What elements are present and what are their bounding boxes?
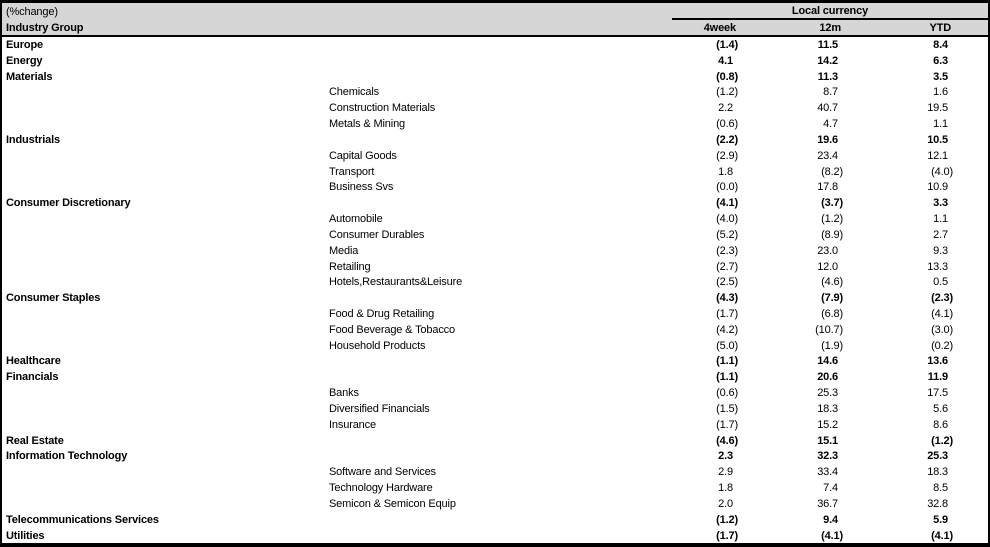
value-12m: 25.3: [817, 387, 838, 400]
industry-label: Information Technology: [6, 450, 128, 463]
value-ytd: 9.3: [933, 244, 948, 257]
table-row: [2, 290, 988, 306]
value-12m: 32.3: [817, 450, 838, 463]
industry-label: Energy: [6, 54, 43, 67]
value-4week: (1.1): [716, 371, 738, 384]
value-12m: 17.8: [817, 181, 838, 194]
industry-label: Food & Drug Retailing: [329, 307, 435, 320]
value-4week: (1.2): [716, 513, 738, 526]
value-ytd: 3.5: [933, 70, 948, 83]
value-ytd: (1.2): [931, 434, 953, 447]
industry-label: Telecommunications Services: [6, 513, 159, 526]
industry-label: Food Beverage & Tobacco: [329, 323, 455, 336]
value-ytd: 13.3: [927, 260, 948, 273]
value-4week: (0.6): [716, 118, 738, 131]
value-4week: (2.9): [716, 149, 738, 162]
value-4week: (1.7): [716, 307, 738, 320]
value-12m: (6.8): [821, 307, 843, 320]
table-row: [2, 464, 988, 480]
value-ytd: 10.9: [927, 181, 948, 194]
industry-label: Capital Goods: [329, 149, 397, 162]
value-12m: 9.4: [823, 513, 838, 526]
industry-label: Household Products: [329, 339, 426, 352]
value-12m: 20.6: [817, 371, 838, 384]
value-ytd: 1.1: [933, 118, 948, 131]
value-12m: 11.3: [817, 70, 838, 83]
value-12m: 36.7: [817, 497, 838, 510]
industry-label: Semicon & Semicon Equip: [329, 497, 456, 510]
value-4week: (1.4): [716, 38, 738, 51]
value-12m: 12.0: [817, 260, 838, 273]
value-4week: (1.7): [716, 529, 738, 542]
table-row: [2, 322, 988, 338]
value-4week: 2.3: [718, 450, 733, 463]
value-ytd: 5.9: [933, 513, 948, 526]
table-row: [2, 306, 988, 322]
industry-label: Construction Materials: [329, 102, 436, 115]
industry-label: Real Estate: [6, 434, 64, 447]
value-ytd: (4.1): [931, 529, 953, 542]
industry-label: Europe: [6, 38, 43, 51]
value-ytd: 8.6: [933, 418, 948, 431]
table-row: [2, 179, 988, 195]
table-row: [2, 259, 988, 275]
industry-label: Industrials: [6, 133, 60, 146]
value-4week: (2.3): [716, 244, 738, 257]
value-4week: (1.7): [716, 418, 738, 431]
industry-label: Consumer Discretionary: [6, 197, 131, 210]
table-row: [2, 528, 988, 544]
value-ytd: (0.2): [931, 339, 953, 352]
value-ytd: 11.9: [927, 371, 948, 384]
column-header-ytd: YTD: [929, 21, 951, 34]
table-row: [2, 116, 988, 132]
industry-group-column-header: Industry Group: [6, 21, 84, 34]
table-row: [2, 84, 988, 100]
value-4week: 1.8: [718, 482, 733, 495]
value-12m: (4.6): [821, 276, 843, 289]
value-ytd: 10.5: [927, 133, 948, 146]
industry-label: Consumer Staples: [6, 292, 101, 305]
table-row: [2, 227, 988, 243]
value-ytd: (4.1): [931, 307, 953, 320]
industry-label: Banks: [329, 387, 359, 400]
value-4week: (2.5): [716, 276, 738, 289]
table-row: [2, 53, 988, 69]
value-4week: (1.1): [716, 355, 738, 368]
value-ytd: 1.1: [933, 213, 948, 226]
value-4week: (0.0): [716, 181, 738, 194]
table-body: [2, 35, 988, 544]
value-12m: (8.2): [821, 165, 843, 178]
value-12m: 7.4: [823, 482, 838, 495]
table-header-row-2: [2, 20, 988, 35]
table-row: [2, 401, 988, 417]
value-12m: 33.4: [817, 466, 838, 479]
value-12m: 4.7: [823, 118, 838, 131]
value-4week: (4.6): [716, 434, 738, 447]
value-4week: 1.8: [718, 165, 733, 178]
industry-label: Technology Hardware: [329, 482, 433, 495]
value-ytd: 13.6: [927, 355, 948, 368]
value-4week: (4.3): [716, 292, 738, 305]
industry-label: Financials: [6, 371, 59, 384]
value-12m: 14.6: [817, 355, 838, 368]
value-12m: 11.5: [817, 38, 838, 51]
industry-label: Consumer Durables: [329, 228, 425, 241]
industry-label: Software and Services: [329, 466, 436, 479]
table-row: [2, 100, 988, 116]
value-4week: (0.6): [716, 387, 738, 400]
value-ytd: 8.5: [933, 482, 948, 495]
value-4week: (2.7): [716, 260, 738, 273]
value-12m: (1.2): [821, 213, 843, 226]
value-ytd: 25.3: [927, 450, 948, 463]
column-header-12m: 12m: [819, 21, 841, 34]
value-ytd: 3.3: [933, 197, 948, 210]
value-12m: (7.9): [821, 292, 843, 305]
table-row: [2, 274, 988, 290]
table-header-row-1: [2, 3, 988, 20]
value-ytd: 2.7: [933, 228, 948, 241]
value-ytd: (3.0): [931, 323, 953, 336]
table-row: [2, 132, 988, 148]
local-currency-group-header: Local currency: [672, 3, 988, 20]
table-row: [2, 148, 988, 164]
value-12m: 23.0: [817, 244, 838, 257]
table-row: [2, 449, 988, 465]
value-4week: (0.8): [716, 70, 738, 83]
value-4week: (1.5): [716, 402, 738, 415]
value-4week: (4.0): [716, 213, 738, 226]
industry-label: Retailing: [329, 260, 371, 273]
value-12m: (3.7): [821, 197, 843, 210]
value-4week: (5.0): [716, 339, 738, 352]
value-4week: 2.9: [718, 466, 733, 479]
value-4week: 2.2: [718, 102, 733, 115]
table-row: [2, 338, 988, 354]
table-row: [2, 417, 988, 433]
table-row: [2, 385, 988, 401]
value-4week: (5.2): [716, 228, 738, 241]
table-row: [2, 433, 988, 449]
table-row: [2, 211, 988, 227]
value-4week: (1.2): [716, 86, 738, 99]
value-12m: 15.2: [817, 418, 838, 431]
value-12m: (4.1): [821, 529, 843, 542]
industry-label: Chemicals: [329, 86, 379, 99]
industry-label: Automobile: [329, 213, 383, 226]
value-4week: 2.0: [718, 497, 733, 510]
industry-label: Insurance: [329, 418, 376, 431]
value-ytd: (2.3): [931, 292, 953, 305]
table-row: [2, 37, 988, 53]
value-ytd: 12.1: [927, 149, 948, 162]
value-4week: 4.1: [718, 54, 733, 67]
value-12m: (8.9): [821, 228, 843, 241]
value-ytd: 32.8: [927, 497, 948, 510]
industry-label: Diversified Financials: [329, 402, 430, 415]
value-4week: (2.2): [716, 133, 738, 146]
table-row: [2, 496, 988, 512]
industry-label: Materials: [6, 70, 53, 83]
value-ytd: 19.5: [927, 102, 948, 115]
industry-label: Transport: [329, 165, 375, 178]
value-ytd: 5.6: [933, 402, 948, 415]
value-ytd: (4.0): [931, 165, 953, 178]
value-12m: (10.7): [815, 323, 843, 336]
value-ytd: 17.5: [927, 387, 948, 400]
industry-label: Utilities: [6, 529, 45, 542]
value-ytd: 1.6: [933, 86, 948, 99]
value-12m: 18.3: [817, 402, 838, 415]
value-ytd: 6.3: [933, 54, 948, 67]
table-row: [2, 243, 988, 259]
table-row: [2, 164, 988, 180]
table-row: [2, 480, 988, 496]
value-ytd: 8.4: [933, 38, 948, 51]
table-row: [2, 354, 988, 370]
value-4week: (4.1): [716, 197, 738, 210]
industry-label: Metals & Mining: [329, 118, 406, 131]
pct-change-label: (%change): [6, 5, 58, 18]
value-ytd: 0.5: [933, 276, 948, 289]
table-row: [2, 369, 988, 385]
column-header-4week: 4week: [703, 21, 736, 34]
value-12m: 40.7: [817, 102, 838, 115]
industry-label: Hotels,Restaurants&Leisure: [329, 276, 463, 289]
value-12m: 19.6: [817, 133, 838, 146]
industry-label: Business Svs: [329, 181, 394, 194]
table-row: [2, 195, 988, 211]
value-12m: 15.1: [817, 434, 838, 447]
industry-label: Healthcare: [6, 355, 61, 368]
value-ytd: 18.3: [927, 466, 948, 479]
value-4week: (4.2): [716, 323, 738, 336]
table-row: [2, 69, 988, 85]
industry-label: Media: [329, 244, 359, 257]
table-row: [2, 512, 988, 528]
value-12m: 14.2: [817, 54, 838, 67]
value-12m: 8.7: [823, 86, 838, 99]
value-12m: 23.4: [817, 149, 838, 162]
value-12m: (1.9): [821, 339, 843, 352]
